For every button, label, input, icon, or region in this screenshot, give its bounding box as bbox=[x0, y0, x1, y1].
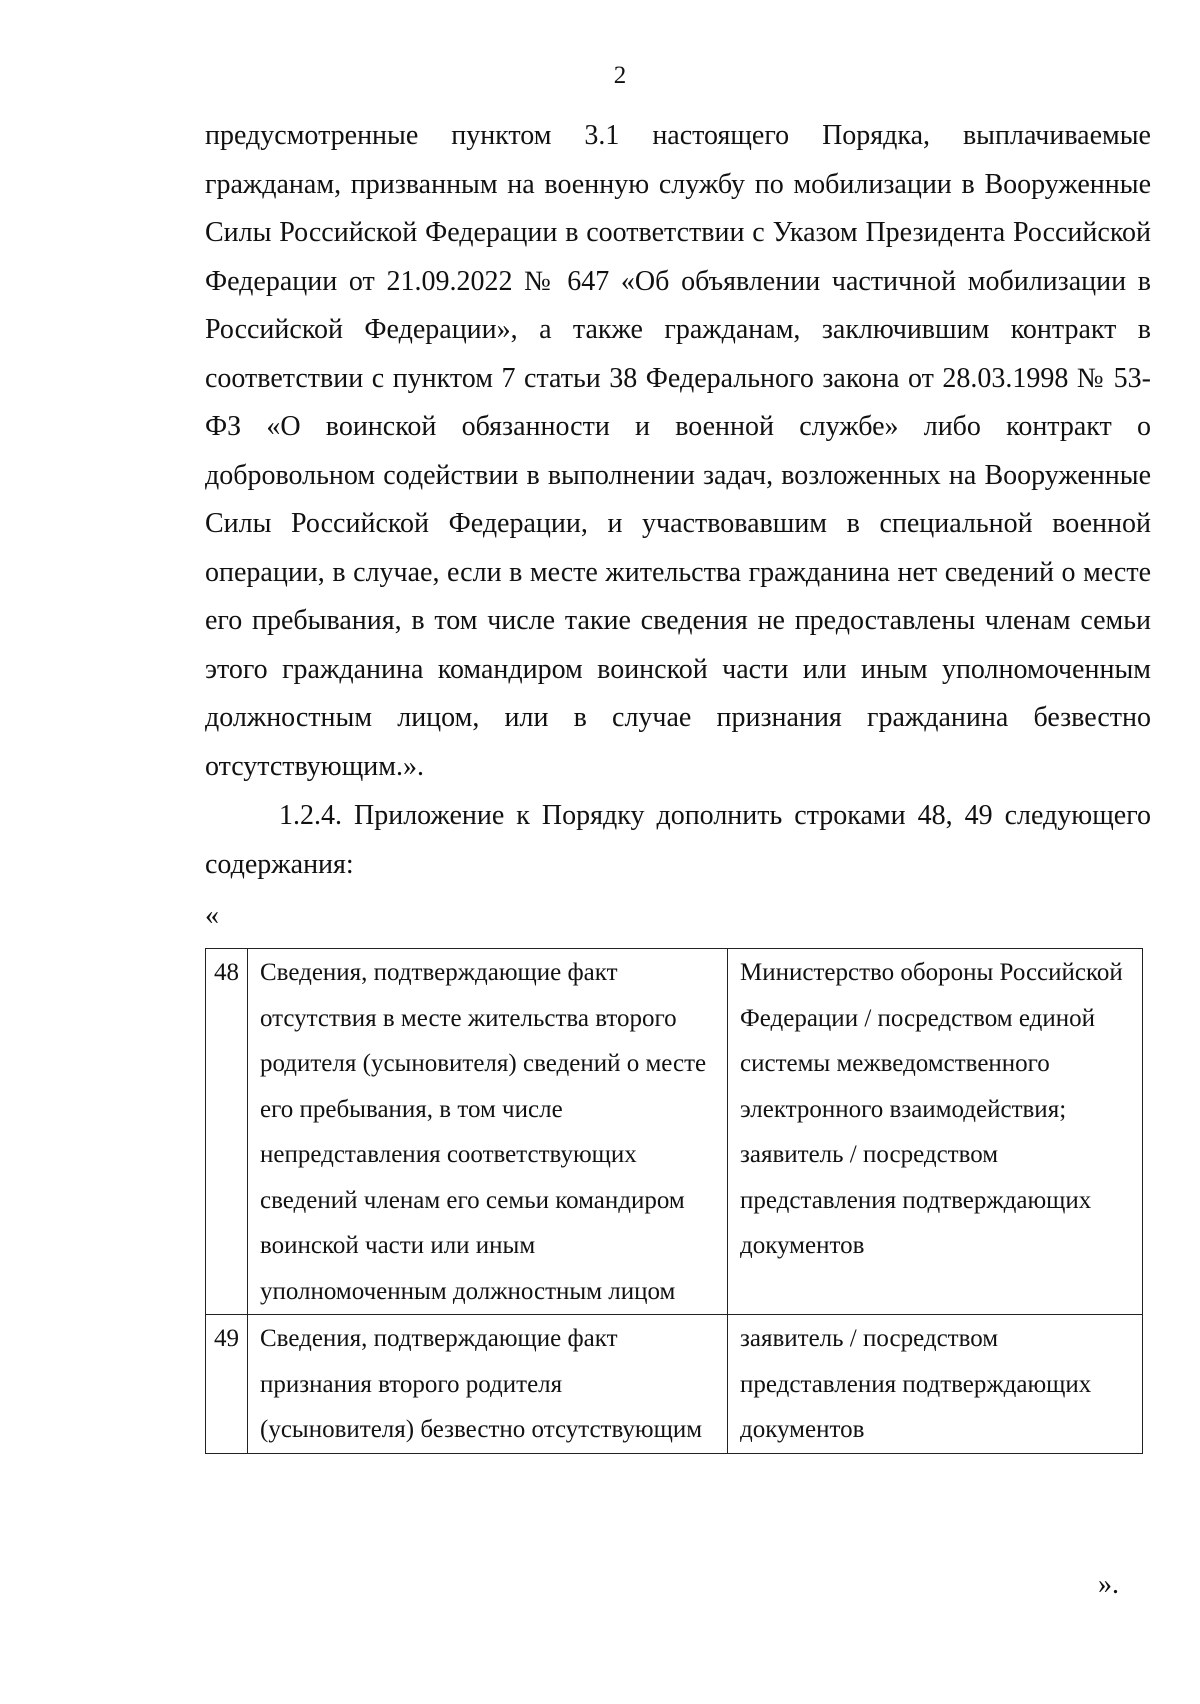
opening-quote: « bbox=[205, 900, 219, 931]
appendix-table bbox=[205, 948, 1143, 1454]
row-description: Сведения, подтверждающие факт признания второго родителя (усыновителя) безвестно отсутствующим bbox=[248, 1315, 728, 1454]
amendment-paragraph: 1.2.4. Приложение к Порядку дополнить строками 48, 49 следующего содержания: bbox=[205, 800, 1151, 880]
row-source: Министерство обороны Российской Федерации / посредством единой системы межведомственного электронного взаимодействия; заявитель / посредством представления подтверждающих документов bbox=[728, 949, 1143, 1315]
body-paragraph: предусмотренные пунктом 3.1 настоящего Порядка, выплачиваемые гражданам, призванным на военную службу по мобилизации в Вооруженные Силы Российской Федерации в соответствии с Указом Президента Российской Федерации от 21.09.2022 № 647 «Об объявлении частичной мобилизации в Российской Федерации», а также гражданам, заключившим контракт в соответствии с пунктом 7 статьи 38 Федерального закона от 28.03.1998 № 53-ФЗ «О воинской обязанности и военной службе» либо контракт о добровольном содействии в выполнении задач, возложенных на Вооруженные Силы Российской Федерации, и участвовавшим в специальной военной операции, в случае, если в месте жительства гражданина нет сведений о месте его пребывания, в том числе такие сведения не предоставлены членам семьи этого гражданина командиром воинской части или иным уполномоченным должностным лицом, или в случае признания гражданина безвестно отсутствующим.». bbox=[205, 120, 1151, 782]
closing-quote: ». bbox=[1098, 1569, 1119, 1600]
row-number: 49 bbox=[206, 1315, 248, 1454]
table-row bbox=[206, 1315, 1143, 1454]
table-row bbox=[206, 949, 1143, 1315]
page-number: 2 bbox=[613, 62, 627, 89]
row-source: заявитель / посредством представления подтверждающих документов bbox=[728, 1315, 1143, 1454]
row-number: 48 bbox=[206, 949, 248, 1315]
row-description: Сведения, подтверждающие факт отсутствия в месте жительства второго родителя (усыновителя) сведений о месте его пребывания, в том числе непредставления соответствующих сведений членам его семьи командиром воинской части или иным уполномоченным должностным лицом bbox=[248, 949, 728, 1315]
